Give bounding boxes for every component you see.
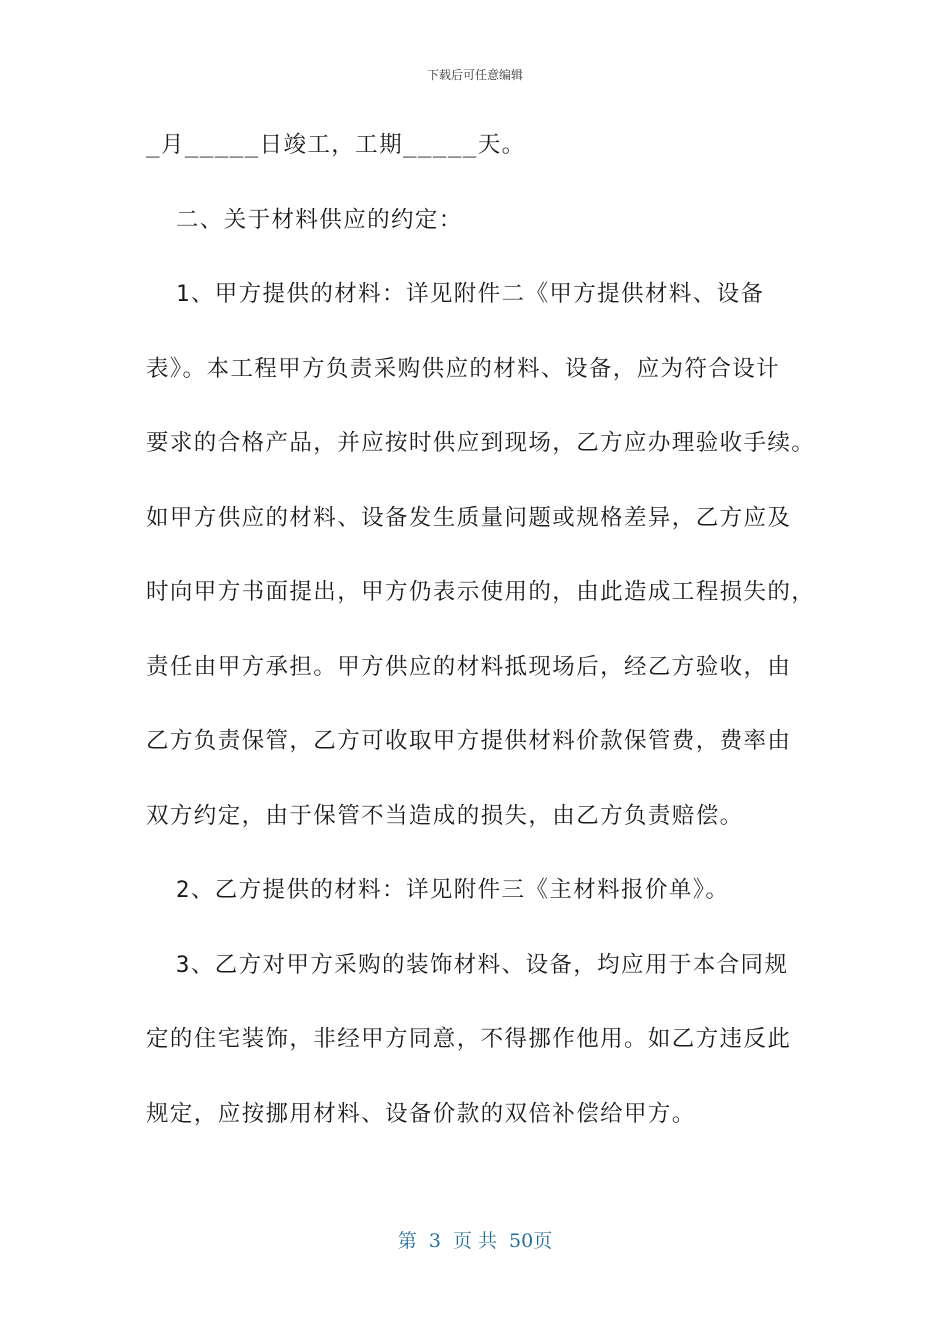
body-line: _月_____日竣工，工期_____天。 xyxy=(146,132,526,158)
total-pages: 50页 xyxy=(509,1230,553,1252)
page-footer xyxy=(0,1226,950,1253)
body-line: 要求的合格产品，并应按时供应到现场，乙方应办理验收手续。 xyxy=(146,430,816,456)
footer-prefix: 第 xyxy=(397,1230,417,1252)
document-body xyxy=(146,127,816,1170)
body-line: 时向甲方书面提出，甲方仍表示使用的，由此造成工程损失的， xyxy=(146,579,816,605)
body-line: 定的住宅装饰，非经甲方同意，不得挪作他用。如乙方违反此 xyxy=(146,1026,792,1052)
current-page-number: 3 xyxy=(428,1230,441,1252)
body-line: 2、乙方提供的材料：详见附件三《主材料报价单》。 xyxy=(146,877,730,903)
body-line: 双方约定，由于保管不当造成的损失，由乙方负责赔偿。 xyxy=(146,802,744,829)
body-line: 乙方负责保管，乙方可收取甲方提供材料价款保管费，费率由 xyxy=(146,728,792,754)
body-line: 1、甲方提供的材料：详见附件二《甲方提供材料、设备 xyxy=(146,281,765,307)
section-heading: 二、关于材料供应的约定： xyxy=(146,206,463,233)
body-line: 规定，应按挪用材料、设备价款的双倍补偿给甲方。 xyxy=(146,1100,696,1127)
body-line: 责任由甲方承担。甲方供应的材料抵现场后，经乙方验收，由 xyxy=(146,653,792,680)
body-line: 表》。本工程甲方负责采购供应的材料、设备，应为符合设计 xyxy=(146,355,781,382)
footer-middle: 页 共 xyxy=(452,1230,497,1252)
body-line: 3、乙方对甲方采购的装饰材料、设备，均应用于本合同规 xyxy=(146,951,789,978)
body-line: 如甲方供应的材料、设备发生质量问题或规格差异，乙方应及 xyxy=(146,504,792,531)
page-header: 下载后可任意编辑 xyxy=(426,68,523,82)
